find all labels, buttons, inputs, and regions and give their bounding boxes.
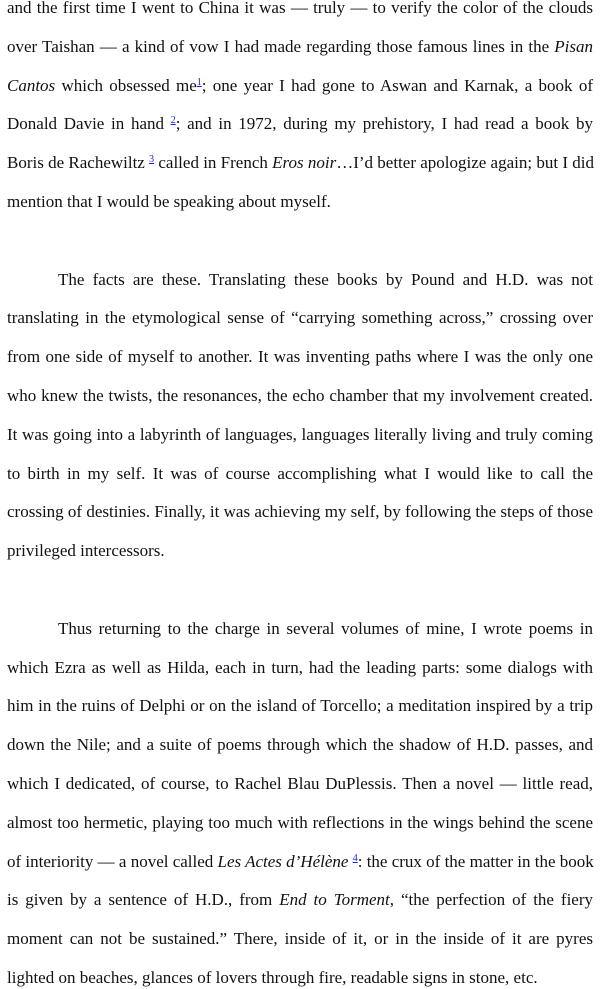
text-line: from one side of myself to another. It was inventing paths where I was the only one xyxy=(7,347,593,367)
text-line: almost too hermetic, playing too much with reflections in the wings behind the scene xyxy=(7,812,593,832)
italic-title: Pisan xyxy=(554,36,593,56)
text-line: mention that I would be speaking about myself. xyxy=(7,192,331,211)
text-line: which I dedicated, of course, to Rachel Blau DuPlessis. Then a novel — little read, xyxy=(7,774,593,793)
text-line: and the first time I went to China it was — truly — to verify the color of the clouds xyxy=(7,0,593,17)
footnote-link-3[interactable]: 3 xyxy=(149,154,155,166)
text-line: Cantos which obsessed me$^1$; one year I had gone to Aswan and Karnak, a book of xyxy=(7,75,593,95)
text-line: of interiority — a novel called Les Actes d’Hélène $^4$: the crux of the matter in the book xyxy=(7,851,594,871)
text-line: translating in the etymological sense of “carrying something across,” crossing over xyxy=(7,308,593,328)
text-line: down the Nile; and a suite of poems through which the shadow of H.D. passes, and xyxy=(7,735,593,755)
text-line: crossing of destinies. Finally, it was achieving my self, by following the steps of those xyxy=(7,502,593,522)
text-line: to birth in my self. It was of course accomplishing what I would like to call the xyxy=(7,463,593,483)
footnote-link-2[interactable]: 2 xyxy=(170,115,176,127)
text-line: moment can not be sustained.” There, inside of it, or in the inside of it are pyres xyxy=(7,929,593,949)
footnote-link-1[interactable]: 1 xyxy=(196,76,202,88)
text-line: privileged intercessors. xyxy=(7,541,165,561)
text-line: is given by a sentence of H.D., from End to Torment, “the perfection of the fiery xyxy=(7,890,593,910)
footnote-link-4[interactable]: 4 xyxy=(352,852,358,864)
italic-title: Les Actes d’Hélène xyxy=(217,851,349,871)
text-line: lighted on beaches, glances of lovers through fire, readable signs in stone, etc. xyxy=(7,968,538,987)
text-line: who knew the twists, the resonances, the echo chamber that my involvement created. xyxy=(7,386,593,405)
text-line: him in the ruins of Delphi or on the island of Torcello; a meditation inspired by a trip xyxy=(7,696,593,716)
text-line: Donald Davie in hand $^2$; and in 1972, during my prehistory, I had read a book by xyxy=(7,114,593,134)
text-line: The facts are these. Translating these books by Pound and H.D. was not xyxy=(58,269,593,289)
text-line: over Taishan — a kind of vow I had made regarding those famous lines in the Pisan xyxy=(7,36,593,56)
italic-title: End to Torment xyxy=(279,890,390,910)
text-line: Thus returning to the charge in several volumes of mine, I wrote poems in xyxy=(58,618,593,638)
italic-title: Cantos xyxy=(7,75,56,95)
text-line: which Ezra as well as Hilda, each in turn, had the leading parts: some dialogs with xyxy=(7,657,593,677)
text-line: It was going into a labyrinth of languages, languages literally living and truly coming xyxy=(7,424,593,444)
italic-title: Eros noir xyxy=(272,153,337,173)
text-line: Boris de Rachewiltz $^3$ called in French Eros noir…I’d better apologize again; but I did xyxy=(7,153,594,173)
